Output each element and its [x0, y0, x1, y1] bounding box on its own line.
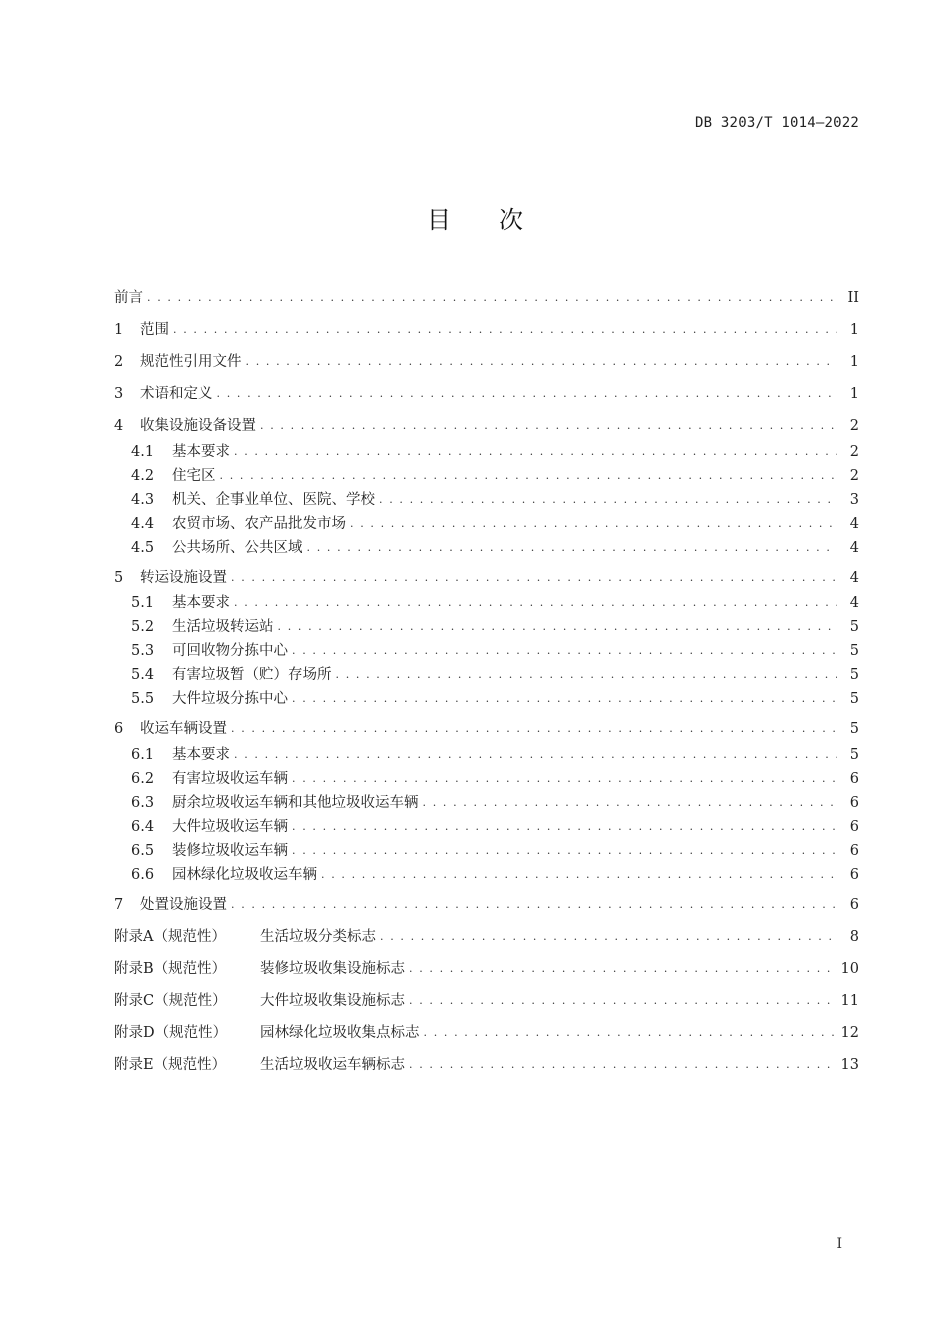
dot-leader — [409, 1054, 837, 1076]
toc-entry-label: 住宅区 — [172, 468, 216, 484]
dot-leader — [147, 287, 837, 309]
toc-entry[interactable] — [131, 688, 859, 710]
dot-leader — [336, 664, 838, 686]
toc-entry-page: 12 — [840, 1025, 859, 1041]
toc-entry-number: 7 — [114, 897, 124, 913]
toc-entry[interactable] — [114, 1022, 859, 1044]
dot-leader — [231, 894, 837, 916]
toc-entry-label: 范围 — [140, 322, 169, 338]
toc-entry[interactable] — [131, 768, 859, 790]
dot-leader — [234, 592, 837, 614]
toc-entry-number: 4.1 — [131, 444, 155, 460]
dot-leader — [292, 640, 837, 662]
toc-entry-page: 6 — [849, 795, 859, 811]
toc-entry-number: 5.1 — [131, 595, 155, 611]
toc-entry[interactable] — [131, 664, 859, 686]
dot-leader — [292, 840, 837, 862]
toc-entry-number: 4.2 — [131, 468, 155, 484]
toc-entry-number: 1 — [114, 322, 124, 338]
toc-entry-number: 5 — [114, 570, 124, 586]
toc-entry-number: 附录A（规范性） — [114, 929, 226, 945]
toc-entry[interactable] — [131, 513, 859, 535]
toc-entry-page: 6 — [849, 843, 859, 859]
toc-entry-page: 1 — [849, 322, 859, 338]
dot-leader — [246, 351, 838, 373]
toc-entry[interactable] — [114, 351, 859, 373]
toc-entry-number: 附录E（规范性） — [114, 1057, 227, 1073]
toc-entry-number: 4 — [114, 418, 124, 434]
toc-entry-label: 公共场所、公共区域 — [172, 540, 303, 556]
toc-entry-number: 6.2 — [131, 771, 155, 787]
toc-entry[interactable] — [114, 287, 859, 309]
dot-leader — [220, 465, 838, 487]
toc-entry[interactable] — [114, 926, 859, 948]
toc-entry-page: 3 — [849, 492, 859, 508]
dot-leader — [321, 864, 837, 886]
toc-entry-label: 大件垃圾分拣中心 — [172, 691, 288, 707]
page-title: 目次 — [427, 206, 571, 234]
dot-leader — [234, 744, 837, 766]
toc-entry-number: 附录D（规范性） — [114, 1025, 228, 1041]
toc-entry-page: 8 — [849, 929, 859, 945]
dot-leader — [350, 513, 837, 535]
toc-entry-page: 6 — [849, 819, 859, 835]
toc-entry-number: 5.2 — [131, 619, 155, 635]
toc-entry-number: 6.3 — [131, 795, 155, 811]
toc-entry-label: 基本要求 — [172, 595, 230, 611]
toc-entry[interactable] — [114, 319, 859, 341]
toc-entry-label: 大件垃圾收集设施标志 — [260, 993, 405, 1009]
toc-entry[interactable] — [131, 592, 859, 614]
dot-leader — [234, 441, 837, 463]
toc-entry-label: 机关、企事业单位、医院、学校 — [172, 492, 375, 508]
dot-leader — [173, 319, 837, 341]
page-number: I — [836, 1236, 842, 1252]
toc-entry-page: 2 — [849, 418, 859, 434]
toc-entry-number: 5.3 — [131, 643, 155, 659]
toc-entry-number: 4.4 — [131, 516, 155, 532]
toc-entry-label: 可回收物分拣中心 — [172, 643, 288, 659]
toc-entry-page: 6 — [849, 867, 859, 883]
toc-entry-label: 术语和定义 — [140, 386, 213, 402]
toc-entry[interactable] — [131, 640, 859, 662]
dot-leader — [424, 1022, 837, 1044]
toc-entry-page: 4 — [849, 540, 859, 556]
toc-entry-page: 1 — [849, 354, 859, 370]
dot-leader — [380, 926, 837, 948]
toc-entry[interactable] — [114, 383, 859, 405]
toc-entry[interactable] — [114, 894, 859, 916]
toc-entry-number: 附录C（规范性） — [114, 993, 227, 1009]
toc-entry-number: 6.5 — [131, 843, 155, 859]
toc-entry-page: II — [847, 290, 859, 306]
dot-leader — [409, 990, 837, 1012]
toc-entry-page: 5 — [849, 691, 859, 707]
toc-entry-label: 基本要求 — [172, 747, 230, 763]
toc-entry-page: 5 — [849, 747, 859, 763]
toc-entry[interactable] — [114, 415, 859, 437]
toc-entry-label: 装修垃圾收运车辆 — [172, 843, 288, 859]
toc-entry-label: 农贸市场、农产品批发市场 — [172, 516, 346, 532]
toc-entry-page: 5 — [849, 619, 859, 635]
toc-entry-label: 规范性引用文件 — [140, 354, 242, 370]
toc-entry-label: 大件垃圾收运车辆 — [172, 819, 288, 835]
toc-entry-page: 2 — [849, 468, 859, 484]
toc-entry-page: 5 — [849, 721, 859, 737]
toc-entry[interactable] — [114, 718, 859, 740]
toc-entry[interactable] — [131, 744, 859, 766]
dot-leader — [231, 718, 837, 740]
dot-leader — [231, 567, 837, 589]
toc-entry[interactable] — [114, 990, 859, 1012]
toc-entry-page: 1 — [849, 386, 859, 402]
toc-entry-page: 10 — [840, 961, 859, 977]
dot-leader — [292, 816, 837, 838]
dot-leader — [423, 792, 838, 814]
standard-code: DB 3203/T 1014—2022 — [695, 115, 859, 131]
toc-entry-label: 生活垃圾分类标志 — [260, 929, 376, 945]
toc-entry-page: 2 — [849, 444, 859, 460]
toc-entry[interactable] — [131, 616, 859, 638]
toc-entry-number: 6.1 — [131, 747, 155, 763]
toc-entry-number: 6 — [114, 721, 124, 737]
toc-entry-page: 13 — [840, 1057, 859, 1073]
toc-entry-page: 4 — [849, 516, 859, 532]
toc-entry[interactable] — [131, 441, 859, 463]
toc-entry-label: 园林绿化垃圾收集点标志 — [260, 1025, 420, 1041]
dot-leader — [409, 958, 837, 980]
toc-entry-number: 6.6 — [131, 867, 155, 883]
toc-entry-label: 有害垃圾暂（贮）存场所 — [172, 667, 332, 683]
dot-leader — [292, 768, 837, 790]
toc-entry-label: 园林绿化垃圾收运车辆 — [172, 867, 317, 883]
toc-entry-label: 基本要求 — [172, 444, 230, 460]
toc-entry[interactable] — [131, 792, 859, 814]
toc-entry-label: 处置设施设置 — [140, 897, 227, 913]
dot-leader — [307, 537, 838, 559]
dot-leader — [260, 415, 837, 437]
toc-entry-number: 附录B（规范性） — [114, 961, 227, 977]
toc-entry-number: 3 — [114, 386, 124, 402]
toc-entry[interactable] — [131, 840, 859, 862]
toc-entry-label: 生活垃圾收运车辆标志 — [260, 1057, 405, 1073]
toc-entry-label: 装修垃圾收集设施标志 — [260, 961, 405, 977]
toc-entry[interactable] — [131, 537, 859, 559]
toc-entry-page: 11 — [840, 993, 859, 1009]
dot-leader — [292, 688, 837, 710]
toc-entry-label: 厨余垃圾收运车辆和其他垃圾收运车辆 — [172, 795, 419, 811]
toc-entry-label: 生活垃圾转运站 — [172, 619, 274, 635]
toc-entry-label: 前言 — [114, 290, 143, 306]
toc-entry-number: 2 — [114, 354, 124, 370]
toc-entry[interactable] — [114, 958, 859, 980]
toc-entry-number: 6.4 — [131, 819, 155, 835]
toc-entry[interactable] — [131, 489, 859, 511]
toc-entry-label: 收运车辆设置 — [140, 721, 227, 737]
toc-entry-label: 有害垃圾收运车辆 — [172, 771, 288, 787]
toc-entry-page: 4 — [849, 570, 859, 586]
toc-entry-number: 4.5 — [131, 540, 155, 556]
dot-leader — [379, 489, 837, 511]
dot-leader — [278, 616, 838, 638]
toc-entry[interactable] — [131, 465, 859, 487]
toc-entry-page: 6 — [849, 771, 859, 787]
toc-entry-number: 4.3 — [131, 492, 155, 508]
dot-leader — [217, 383, 838, 405]
toc-entry[interactable] — [114, 1054, 859, 1076]
toc-entry-page: 4 — [849, 595, 859, 611]
toc-entry-page: 5 — [849, 643, 859, 659]
toc-entry-page: 5 — [849, 667, 859, 683]
toc-entry-label: 收集设施设备设置 — [140, 418, 256, 434]
toc-entry-page: 6 — [849, 897, 859, 913]
toc-entry-label: 转运设施设置 — [140, 570, 227, 586]
toc-entry-number: 5.5 — [131, 691, 155, 707]
toc-entry-number: 5.4 — [131, 667, 155, 683]
toc-entry[interactable] — [114, 567, 859, 589]
toc-entry[interactable] — [131, 864, 859, 886]
toc-entry[interactable] — [131, 816, 859, 838]
